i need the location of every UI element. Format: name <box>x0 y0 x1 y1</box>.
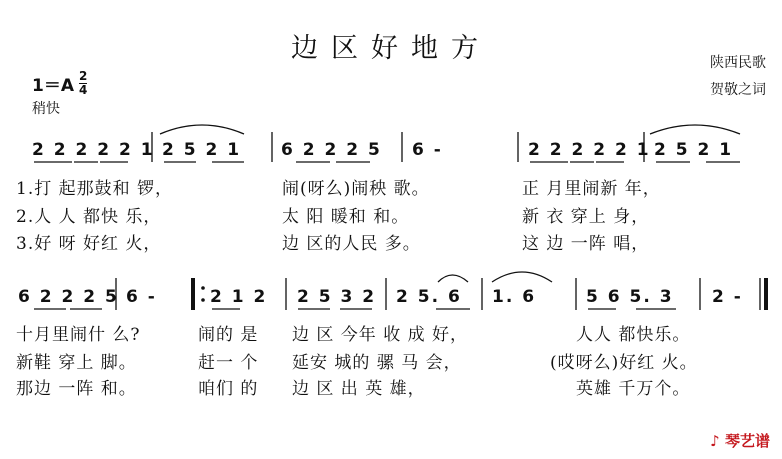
slur <box>438 275 468 282</box>
tempo-marking: 稍快 <box>32 101 60 117</box>
lyric-l1-v3-b: 边 区的人民 多。 <box>282 234 421 254</box>
lyric-l1-v2-a: 2.人 人 都快 乐， <box>16 207 162 227</box>
lyric-l2-v3-d: 英雄 千万个。 <box>576 379 691 399</box>
lyric-l2-v1-b: 闹的 是 <box>198 325 259 345</box>
slur <box>160 125 244 134</box>
lyric-l2-v3-c: 边 区 出 英 雄， <box>292 379 426 399</box>
time-signature-bottom: 4 <box>79 83 88 97</box>
song-origin: 陕西民歌 <box>710 55 766 71</box>
lyric-l1-v1-b: 闹(呀么)闹秧 歌。 <box>282 179 430 199</box>
lyric-l1-v1-a: 1.打 起那鼓和 锣， <box>16 179 174 199</box>
notes-l2-m1: 6 2 2 2 5 <box>18 287 119 307</box>
repeat-dot <box>201 286 205 290</box>
repeat-bar-thick <box>191 278 195 310</box>
notes-l2-m6: 1. 6 <box>492 287 537 307</box>
notes-l2-m4: 2 5 3 2 <box>297 287 377 307</box>
lyric-l2-v1-c: 边 区 今年 收 成 好， <box>292 325 469 345</box>
notes-l2-m3: 2 1 2 <box>210 287 268 307</box>
lyric-l2-v2-b: 赶一 个 <box>198 353 259 373</box>
watermark-text: 琴艺谱 <box>724 432 770 450</box>
lyric-l1-v1-c: 正 月里闹新 年， <box>522 179 661 199</box>
notes-l1-m5: 2 2 2 2 2 1 <box>528 140 651 160</box>
final-bar-thick <box>764 278 768 310</box>
song-lyricist: 贺敬之词 <box>710 82 766 98</box>
watermark-logo <box>710 430 770 451</box>
repeat-dot <box>201 298 205 302</box>
notes-l2-m2: 6 - <box>126 287 157 307</box>
notes-l1-m6: 2 5 2 1 <box>654 140 734 160</box>
notes-l2-m5: 2 5. 6 <box>396 287 462 307</box>
lyric-l2-v2-a: 新鞋 穿上 脚。 <box>16 353 137 373</box>
lyric-l2-v2-c: 延安 城的 骡 马 会， <box>292 353 462 373</box>
song-title: 边区好地方 <box>291 33 491 64</box>
key-signature: 1＝A <box>32 76 74 96</box>
lyric-l1-v2-c: 新 衣 穿上 身， <box>522 207 650 227</box>
slur <box>650 125 740 134</box>
lyric-l1-v2-b: 太 阳 暖和 和。 <box>282 207 410 227</box>
lyric-l2-v1-d: 人人 都快乐。 <box>576 325 691 345</box>
time-signature-top: 2 <box>79 69 88 83</box>
lyric-l1-v3-a: 3.好 呀 好红 火， <box>16 234 162 254</box>
lyric-l2-v3-a: 那边 一阵 和。 <box>16 379 137 399</box>
watermark-icon: ♪ <box>710 432 720 450</box>
lyric-l2-v1-a: 十月里闹什 么? <box>16 325 141 345</box>
notes-l1-m2: 2 5 2 1 <box>162 140 242 160</box>
lyric-l2-v3-b: 咱们 的 <box>198 379 259 399</box>
slur <box>492 272 552 282</box>
notes-l1-m3: 6 2 2 2 5 <box>281 140 382 160</box>
lyric-l1-v3-c: 这 边 一阵 唱， <box>522 234 650 254</box>
lyric-l2-v2-d: (哎呀么)好红 火。 <box>550 353 698 373</box>
notes-l2-m7: 5 6 5. 3 <box>586 287 674 307</box>
notes-l1-m4: 6 - <box>412 140 443 160</box>
notes-l2-m8: 2 - <box>712 287 743 307</box>
notes-l1-m1: 2 2 2 2 2 1 <box>32 140 155 160</box>
